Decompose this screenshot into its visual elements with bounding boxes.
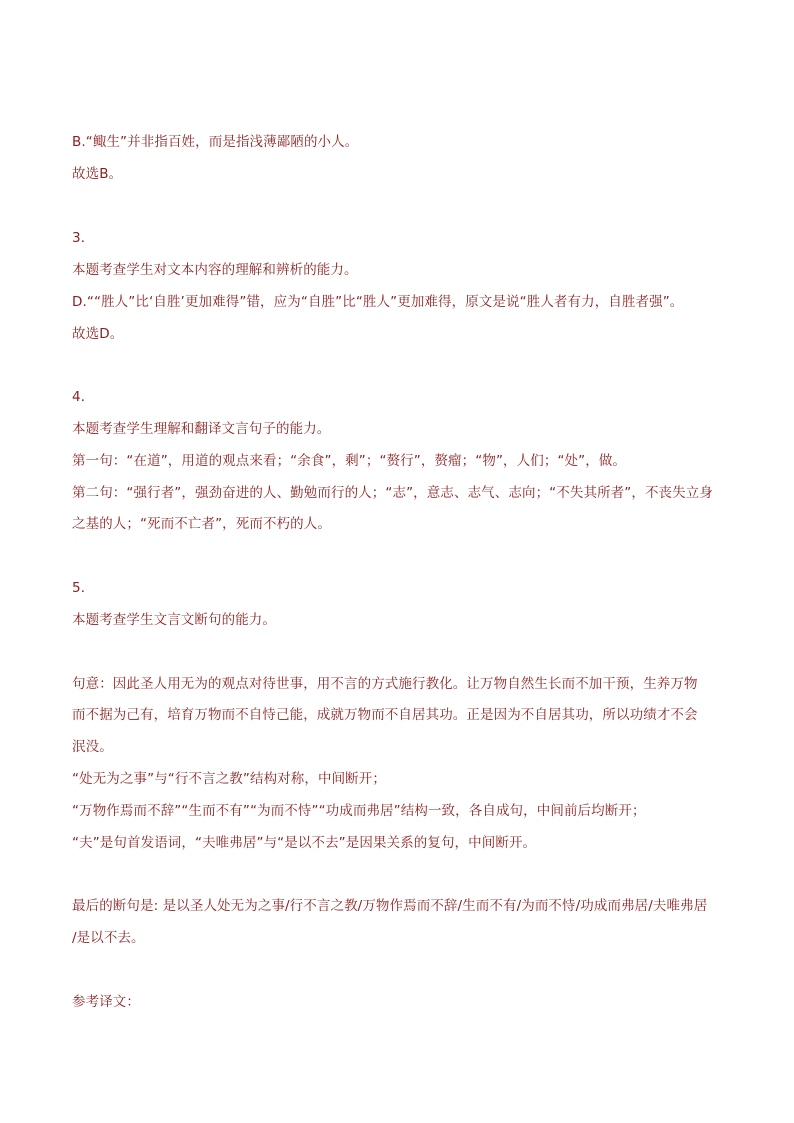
final-punctuation-line-2: /是以不去。 [72, 930, 145, 946]
question-3-explanation: D.““胜人”比‘自胜’更加难得”错，应为“自胜”比“胜人”更加难得，原文是说“胜人者有力，自胜者强”。 [72, 294, 684, 310]
question-3-number: 3． [72, 230, 95, 246]
question-4-topic: 本题考查学生理解和翻译文言句子的能力。 [72, 421, 331, 437]
question-5-topic: 本题考查学生文言文断句的能力。 [72, 612, 276, 628]
question-4-sentence-2-line-2: 之基的人；“死而不亡者”，死而不朽的人。 [72, 516, 331, 532]
meaning-line-1: 句意：因此圣人用无为的观点对待世事，用不言的方式施行教化。让万物自然生长而不加干预，生养万物 [72, 676, 698, 692]
analysis-line-2: “万物作焉而不辞”“生而不有”“为而不恃”“功成而弗居”结构一致，各自成句，中间前后均断开； [72, 803, 646, 819]
question-4-number: 4． [72, 389, 95, 405]
question-5-number: 5． [72, 580, 95, 596]
question-4-sentence-1: 第一句：“在道”，用道的观点来看；“余食”，剩”；“赘行”，赘瘤；“物”，人们；“处”，做。 [72, 453, 627, 469]
question-4-sentence-2-line-1: 第二句：“强行者”，强劲奋进的人、勤勉而行的人；“志”，意志、志气、志向；“不失其所者”，不丧失立身 [72, 485, 713, 501]
answer-choice-d: 故选D。 [72, 326, 124, 342]
answer-choice-b: 故选B。 [72, 166, 123, 182]
final-punctuation-line-1: 最后的断句是: 是以圣人处无为之事/行不言之教/万物作焉而不辞/生而不有/为而不恃/功成而弗居/夫唯弗居 [72, 898, 708, 914]
reference-translation-heading: 参考译文： [72, 994, 140, 1010]
meaning-line-3: 泯没。 [72, 739, 113, 755]
answer-b-explanation: B.“鲰生”并非指百姓，而是指浅薄鄙陋的小人。 [72, 134, 359, 150]
question-3-topic: 本题考查学生对文本内容的理解和辨析的能力。 [72, 262, 358, 278]
analysis-line-1: “处无为之事”与“行不言之教”结构对称，中间断开； [72, 771, 386, 787]
meaning-line-2: 而不据为己有，培育万物而不自恃己能，成就万物而不自居其功。正是因为不自居其功，所以功绩才不会 [72, 707, 698, 723]
analysis-line-3: “夫”是句首发语词，“夫唯弗居”与“是以不去”是因果关系的复句，中间断开。 [72, 835, 537, 851]
